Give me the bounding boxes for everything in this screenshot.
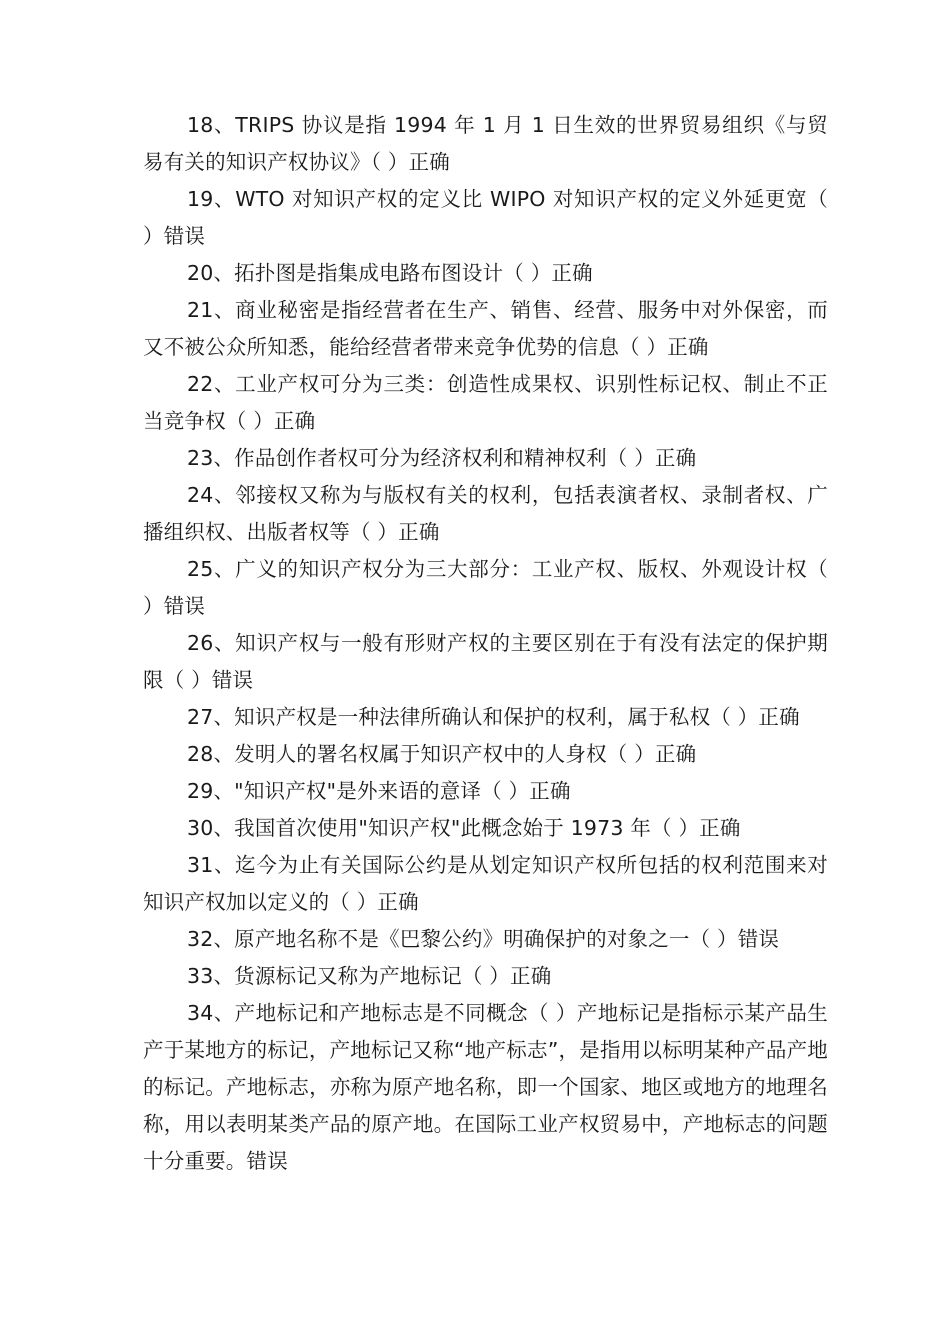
question-item-25: 25、广义的知识产权分为三大部分：工业产权、版权、外观设计权（ ）错误 bbox=[143, 557, 828, 618]
question-item-23: 23、作品创作者权可分为经济权利和精神权利（ ）正确 bbox=[187, 446, 697, 470]
question-item-30: 30、我国首次使用"知识产权"此概念始于 1973 年（ ）正确 bbox=[187, 816, 741, 840]
question-item-24: 24、邻接权又称为与版权有关的权利，包括表演者权、录制者权、广播组织权、出版者权等（ ）正确 bbox=[143, 483, 828, 544]
question-item-34: 34、产地标记和产地标志是不同概念（ ）产地标记是指标示某产品生产于某地方的标记，产地标记又称“地产标志”，是指用以标明某种产品产地的标记。产地标志，亦称为原产地名称，即一个国家、地区或地方的地理名称，用以表明某类产品的原产地。在国际工业产权贸易中，产地标志的问题十分重要。错误 bbox=[143, 1001, 828, 1173]
question-item-29: 29、"知识产权"是外来语的意译（ ）正确 bbox=[187, 779, 571, 803]
question-item-26: 26、知识产权与一般有形财产权的主要区别在于有没有法定的保护期限（ ）错误 bbox=[143, 631, 828, 692]
question-item-18: 18、TRIPS 协议是指 1994 年 1 月 1 日生效的世界贸易组织《与贸易有关的知识产权协议》（ ）正确 bbox=[143, 113, 828, 174]
question-item-27: 27、知识产权是一种法律所确认和保护的权利，属于私权（ ）正确 bbox=[187, 705, 800, 729]
question-item-21: 21、商业秘密是指经营者在生产、销售、经营、服务中对外保密，而又不被公众所知悉，能给经营者带来竞争优势的信息（ ）正确 bbox=[143, 298, 828, 359]
question-item-33: 33、货源标记又称为产地标记（ ）正确 bbox=[187, 964, 552, 988]
question-item-28: 28、发明人的署名权属于知识产权中的人身权（ ）正确 bbox=[187, 742, 697, 766]
question-item-20: 20、拓扑图是指集成电路布图设计（ ）正确 bbox=[187, 261, 593, 285]
question-item-22: 22、工业产权可分为三类：创造性成果权、识别性标记权、制止不正当竞争权（ ）正确 bbox=[143, 372, 828, 433]
question-item-19: 19、WTO 对知识产权的定义比 WIPO 对知识产权的定义外延更宽（ ）错误 bbox=[143, 187, 828, 248]
question-item-31: 31、迄今为止有关国际公约是从划定知识产权所包括的权利范围来对知识产权加以定义的（ ）正确 bbox=[143, 853, 828, 914]
question-list bbox=[143, 107, 828, 1180]
question-item-32: 32、原产地名称不是《巴黎公约》明确保护的对象之一（ ）错误 bbox=[187, 927, 780, 951]
